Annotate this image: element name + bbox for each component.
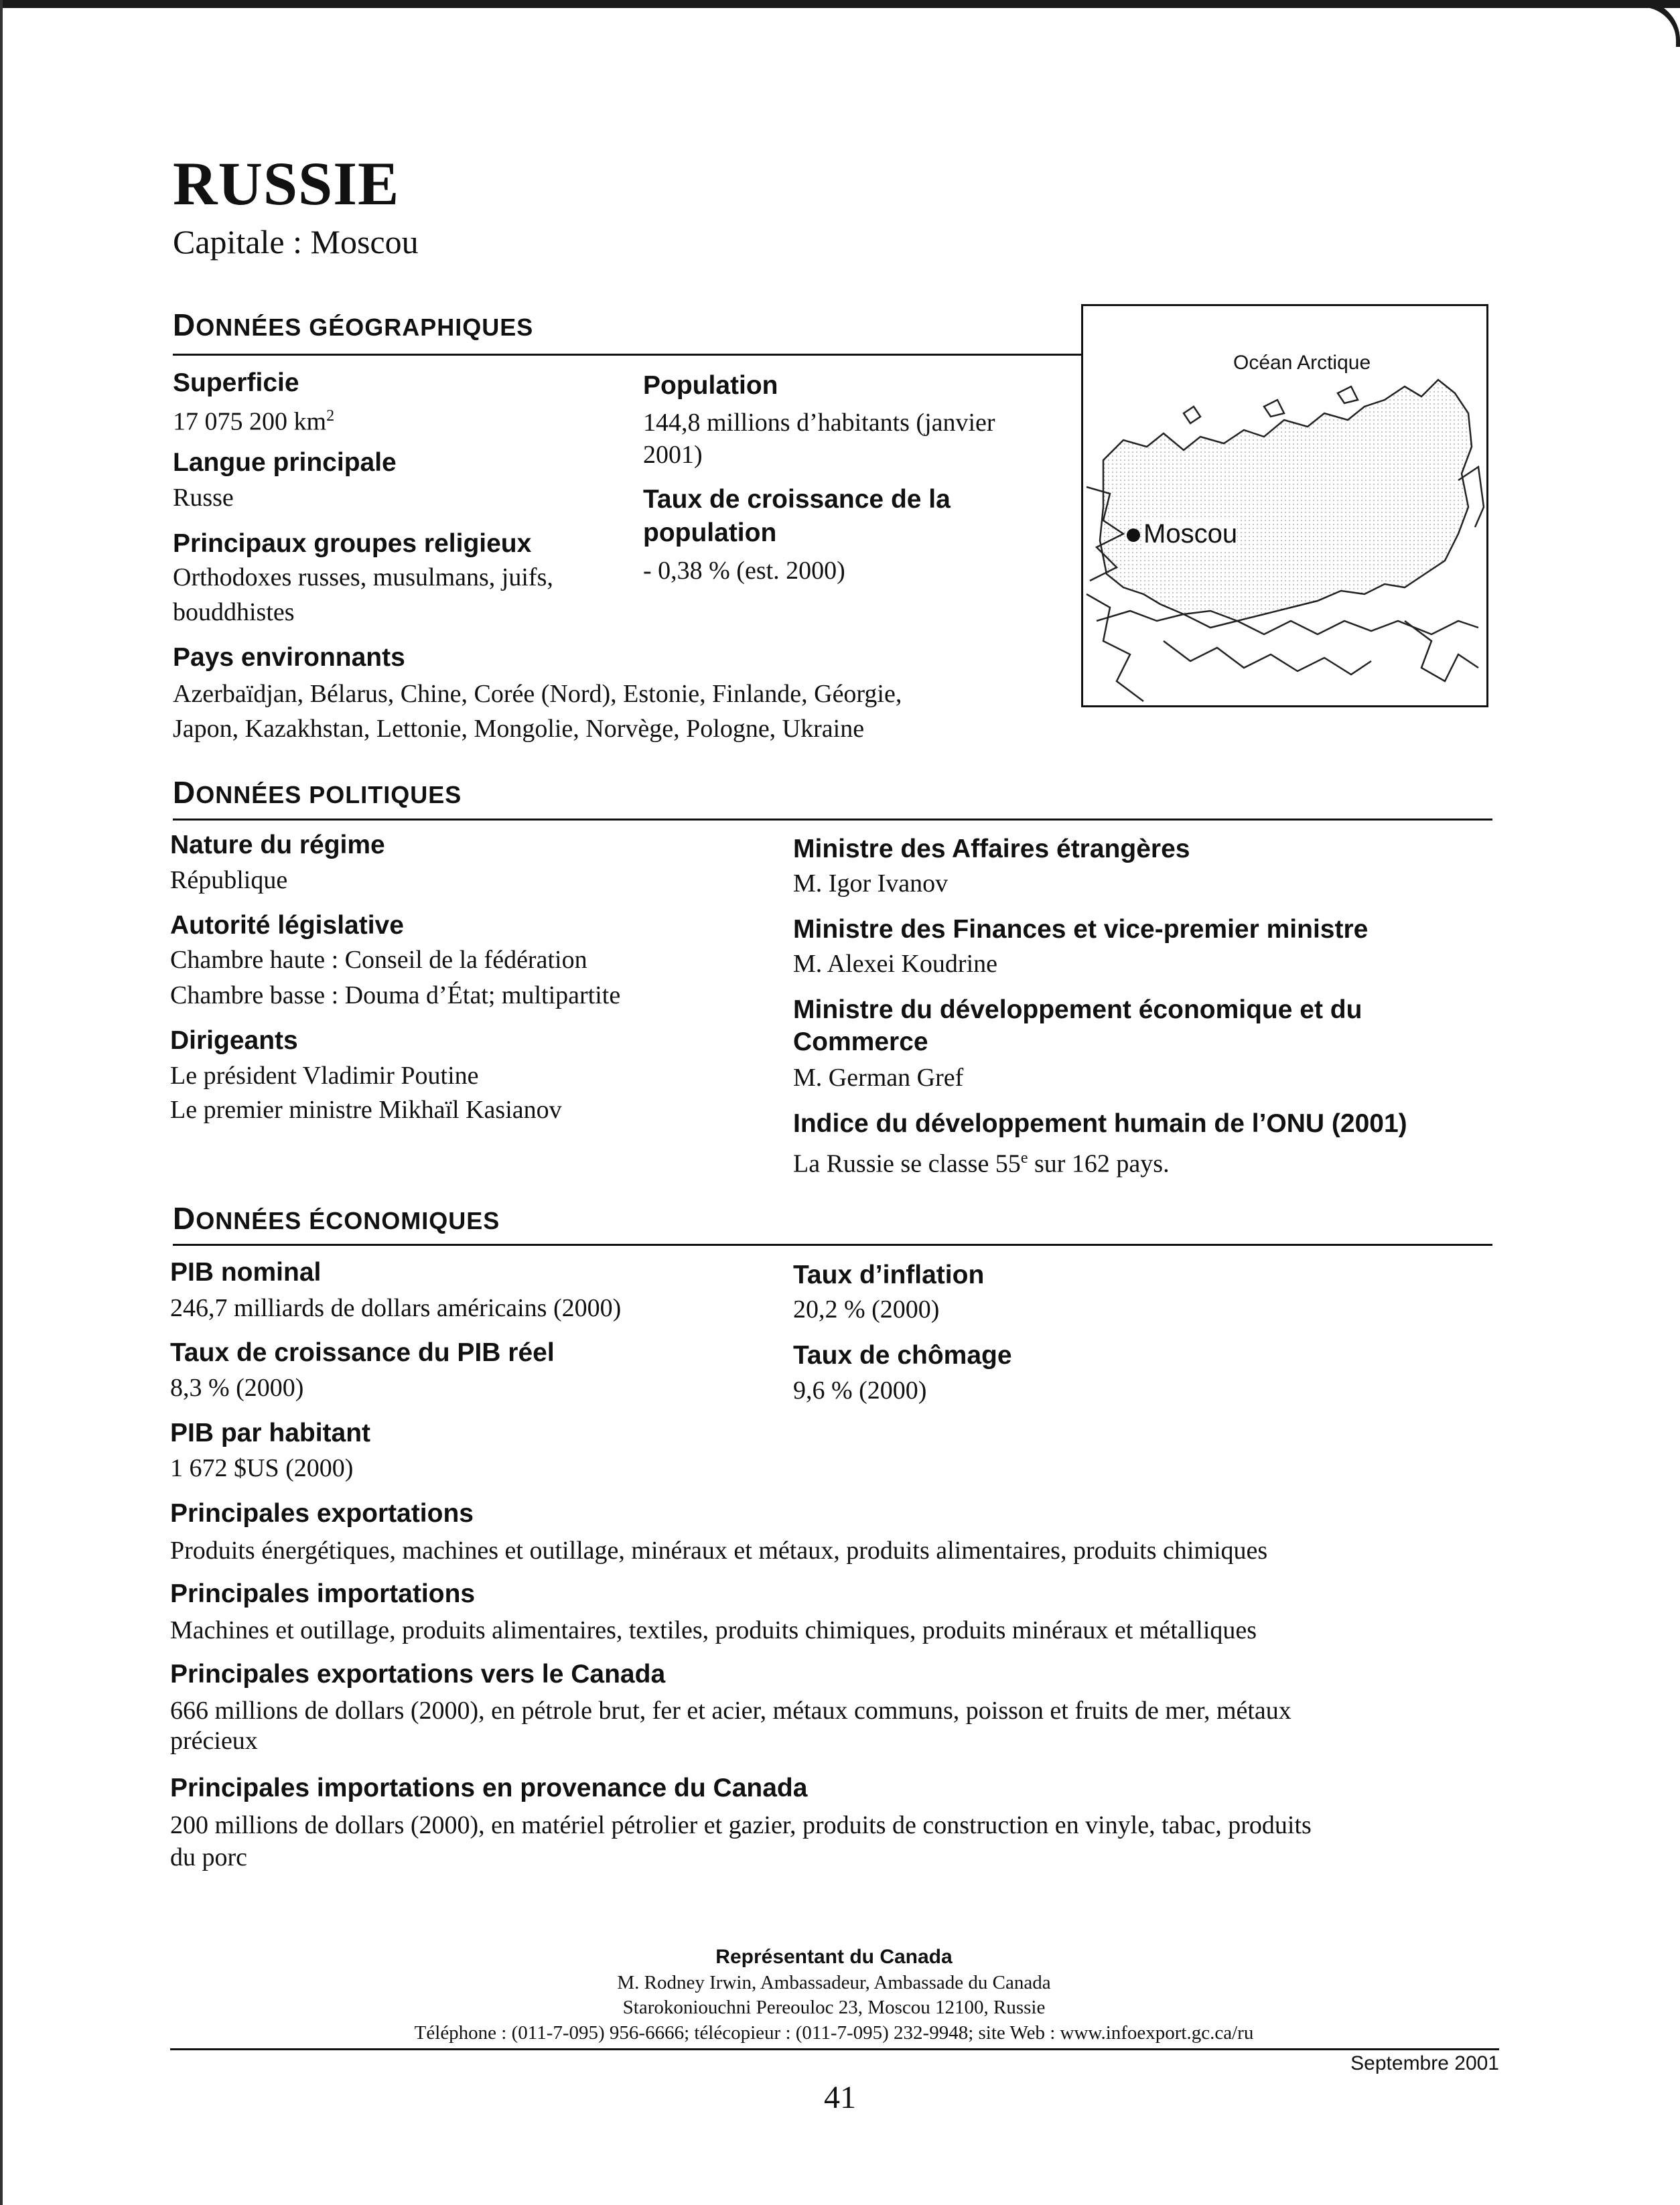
population-value-2: 2001) <box>643 441 703 469</box>
developpement-label-1: Ministre du développement économique et du <box>793 995 1362 1024</box>
footer-line-3: Téléphone : (011-7-095) 956-6666; télécopieur : (011-7-095) 232-9948; site Web : www.infoexport.gc.ca/ru <box>414 2022 1254 2044</box>
heading-rest: ONNÉES GÉOGRAPHIQUES <box>196 313 534 341</box>
idh-label: Indice du développement humain de l’ONU (2001) <box>793 1109 1407 1138</box>
heading-initial: D <box>173 775 196 810</box>
finances-value: M. Alexei Koudrine <box>793 950 998 978</box>
exports-value: Produits énergétiques, machines et outillage, minéraux et métaux, produits alimentaires, produits chimiques <box>170 1537 1268 1565</box>
population-value-1: 144,8 millions d’habitants (janvier <box>643 409 995 437</box>
imports-value: Machines et outillage, produits alimentaires, textiles, produits chimiques, produits minéraux et métalliques <box>170 1616 1257 1644</box>
superficie-superscript: 2 <box>326 407 335 425</box>
russia-landmass <box>1100 380 1472 621</box>
affaires-label: Ministre des Affaires étrangères <box>793 835 1190 863</box>
idh-value <box>793 1143 1170 1180</box>
croissance-pop-label-2: population <box>643 518 777 547</box>
scan-edge-top <box>0 0 1680 8</box>
section-heading-geographic <box>173 309 533 340</box>
capital-line: Capitale : Moscou <box>173 223 419 261</box>
langue-label: Langue principale <box>173 448 397 477</box>
island-north-2 <box>1264 400 1284 417</box>
section-heading-political <box>173 777 462 808</box>
scan-edge-left <box>0 0 3 2205</box>
inflation-value: 20,2 % (2000) <box>793 1295 940 1324</box>
idh-value-sup: e <box>1020 1149 1028 1167</box>
habitant-label: PIB par habitant <box>170 1419 371 1447</box>
religion-label: Principaux groupes religieux <box>173 529 532 558</box>
idh-value-post: sur 162 pays. <box>1028 1149 1170 1178</box>
pays-label: Pays environnants <box>173 643 405 672</box>
developpement-label-2: Commerce <box>793 1027 928 1056</box>
autorite-value-1: Chambre haute : Conseil de la fédération <box>170 946 587 974</box>
ocean-label: Océan Arctique <box>1233 352 1371 374</box>
pib-value: 246,7 milliards de dollars américains (2000) <box>170 1294 622 1322</box>
russia-map <box>1081 304 1488 707</box>
dirigeants-label: Dirigeants <box>170 1026 298 1055</box>
island-north-1 <box>1184 407 1200 423</box>
developpement-value: M. German Gref <box>793 1064 964 1092</box>
autorite-value-2: Chambre basse : Douma d’État; multipartite <box>170 981 621 1009</box>
habitant-value: 1 672 $US (2000) <box>170 1454 354 1482</box>
dirigeants-value-2: Le premier ministre Mikhaïl Kasianov <box>170 1096 562 1124</box>
langue-value: Russe <box>173 484 234 512</box>
footer-line-2: Starokoniouchni Pereouloc 23, Moscou 12100, Russie <box>622 1997 1046 2018</box>
regime-label: Nature du régime <box>170 831 385 859</box>
footer-title: Représentant du Canada <box>715 1946 953 1968</box>
exports-canada-value-2: précieux <box>170 1727 258 1755</box>
dirigeants-value-1: Le président Vladimir Poutine <box>170 1062 479 1090</box>
imports-label: Principales importations <box>170 1579 476 1608</box>
imports-canada-value-2: du porc <box>170 1843 248 1871</box>
idh-value-pre: La Russie se classe 55 <box>793 1149 1021 1178</box>
exports-label: Principales exportations <box>170 1499 474 1528</box>
footer-rule <box>170 2048 1499 2050</box>
section-rule-economic <box>173 1244 1492 1246</box>
country-title: RUSSIE <box>173 149 400 218</box>
heading-initial: D <box>173 307 196 342</box>
chomage-value: 9,6 % (2000) <box>793 1376 927 1405</box>
religion-value-2: bouddhistes <box>173 598 295 626</box>
border-south-lines <box>1097 611 1478 634</box>
section-rule-geographic <box>173 354 1082 356</box>
croissance-pop-label-1: Taux de croissance de la <box>643 485 951 514</box>
heading-rest: ONNÉES ÉCONOMIQUES <box>196 1207 500 1234</box>
section-rule-political <box>173 819 1492 821</box>
imports-canada-label: Principales importations en provenance du Canada <box>170 1774 808 1802</box>
affaires-value: M. Igor Ivanov <box>793 869 949 898</box>
inflation-label: Taux d’inflation <box>793 1261 985 1289</box>
section-heading-economic <box>173 1203 500 1234</box>
pays-value-2: Japon, Kazakhstan, Lettonie, Mongolie, Norvège, Pologne, Ukraine <box>173 715 865 743</box>
pib-label: PIB nominal <box>170 1258 322 1287</box>
autorite-label: Autorité législative <box>170 911 404 940</box>
superficie-label: Superficie <box>173 368 299 397</box>
religion-value-1: Orthodoxes russes, musulmans, juifs, <box>173 563 553 591</box>
page-number: 41 <box>824 2080 856 2115</box>
population-label: Population <box>643 371 778 400</box>
footer-date: Septembre 2001 <box>1350 2052 1499 2074</box>
exports-canada-value-1: 666 millions de dollars (2000), en pétrole brut, fer et acier, métaux communs, poisson et fruits de mer, métaux <box>170 1697 1291 1725</box>
coast-detail-south <box>1164 641 1371 674</box>
island-north-3 <box>1338 386 1358 403</box>
regime-value: République <box>170 866 288 894</box>
heading-initial: D <box>173 1201 196 1236</box>
moscow-label: Moscou <box>1143 519 1238 549</box>
moscow-dot <box>1127 528 1140 542</box>
coast-detail-sw <box>1087 594 1143 701</box>
croissance-pop-value: - 0,38 % (est. 2000) <box>643 557 845 585</box>
croissance-pib-label: Taux de croissance du PIB réel <box>170 1338 555 1367</box>
exports-canada-label: Principales exportations vers le Canada <box>170 1660 666 1689</box>
superficie-value <box>173 401 334 437</box>
heading-rest: ONNÉES POLITIQUES <box>196 781 462 808</box>
pays-value-1: Azerbaïdjan, Bélarus, Chine, Corée (Nord), Estonie, Finlande, Géorgie, <box>173 680 902 708</box>
croissance-pib-value: 8,3 % (2000) <box>170 1374 304 1402</box>
finances-label: Ministre des Finances et vice-premier ministre <box>793 915 1369 944</box>
footer-line-1: M. Rodney Irwin, Ambassadeur, Ambassade du Canada <box>617 1972 1051 1993</box>
chomage-label: Taux de chômage <box>793 1341 1012 1370</box>
imports-canada-value-1: 200 millions de dollars (2000), en matériel pétrolier et gazier, produits de construction en vinyle, tabac, produits <box>170 1811 1312 1839</box>
superficie-number: 17 075 200 km <box>173 407 327 436</box>
